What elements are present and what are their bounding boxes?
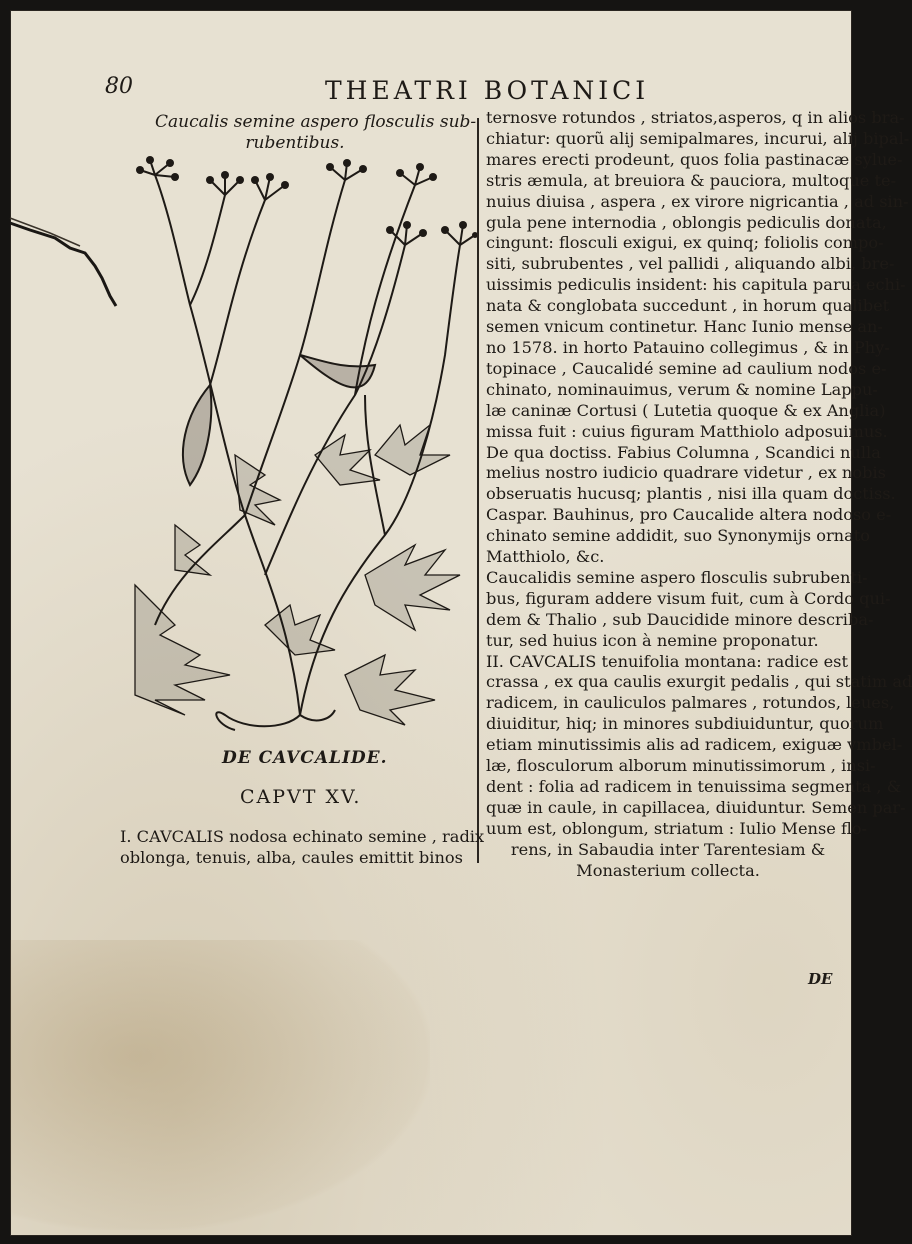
- text-line: semen vnicum continetur. Hanc Iunio mense an-: [486, 317, 883, 337]
- text-line: Caucalidis semine aspero flosculis subrubenti-: [486, 567, 868, 587]
- text-line: oblonga, tenuis, alba, caules emittit binos: [120, 847, 463, 867]
- text-line: topinace , Caucalidé semine ad caulium nodos e-: [486, 358, 887, 378]
- text-line: Monasterium collecta.: [576, 860, 760, 880]
- text-line: Matthiolo, &c.: [486, 547, 605, 567]
- text-line: uum est, oblongum, striatum : Iulio Mense flo-: [486, 818, 868, 838]
- catchword: DE: [808, 970, 833, 988]
- text-line: chinato, nominauimus, verum & nomine Lappu-: [486, 379, 878, 399]
- right-column-text: [486, 108, 912, 882]
- column-divider: [477, 118, 479, 863]
- figure-caption-line: rubentibus.: [245, 133, 345, 153]
- page-tear-mark: [10, 218, 120, 308]
- chapter-heading: CAPVT XV.: [240, 786, 362, 808]
- plant-woodcut-illustration: [115, 155, 475, 735]
- running-title: THEATRI BOTANICI: [325, 76, 650, 105]
- text-line: dem & Thalio , sub Daucidide minore describa-: [486, 609, 874, 629]
- text-line: obseruatis hucusq; plantis , nisi illa quam doctiss.: [486, 484, 896, 504]
- figure-caption-line: Caucalis semine aspero flosculis sub-: [155, 112, 477, 132]
- text-line: Caspar. Bauhinus, pro Caucalide altera nodoso e-: [486, 505, 892, 525]
- text-line: nata & conglobata succedunt , in horum qualibet: [486, 296, 890, 316]
- text-line: diuiditur, hiq; in minores subdiuiduntur, quorum: [486, 714, 884, 734]
- text-line: chinato semine addidit, suo Synonymijs ornato: [486, 526, 871, 546]
- text-line: etiam minutissimis alis ad radicem, exiguæ vmbel-: [486, 735, 903, 755]
- text-line: I. CAVCALIS nodosa echinato semine , radix: [120, 827, 485, 846]
- text-line: mares erecti prodeunt, quos folia pastinacæ sylue-: [486, 149, 903, 169]
- page-number: 80: [105, 74, 133, 99]
- text-line: dent : folia ad radicem in tenuissima segmenta , &: [486, 777, 902, 796]
- text-line: bus, figuram addere visum fuit, cum à Cordo qui-: [486, 588, 891, 608]
- text-line: siti, subrubentes , vel pallidi , aliquando albi, bre-: [486, 254, 895, 274]
- text-line: crassa , ex qua caulis exurgit pedalis , qui statim ad: [486, 672, 912, 692]
- text-line: ternosve rotundos , striatos,asperos, q in alios bra-: [486, 108, 905, 127]
- text-line: læ, flosculorum alborum minutissimorum , insi-: [486, 756, 876, 776]
- text-line: tur, sed huius icon à nemine proponatur.: [486, 630, 819, 650]
- text-line: stris æmula, at breuiora & pauciora, multoque te-: [486, 170, 897, 190]
- figure-caption: [155, 112, 477, 154]
- water-stain: [10, 940, 430, 1230]
- text-line: læ caninæ Cortusi ( Lutetia quoque & ex Anglia): [486, 400, 886, 420]
- text-line: uissimis pediculis insident: his capitula parua echi-: [486, 275, 906, 295]
- text-line: no 1578. in horto Patauino collegimus , & in Phy-: [486, 337, 890, 357]
- text-line: missa fuit : cuius figuram Matthiolo adposuimus.: [486, 421, 888, 441]
- text-line: II. CAVCALIS tenuifolia montana: radice est: [486, 651, 848, 671]
- text-line: quæ in caule, in capillacea, diuiduntur. Semen par-: [486, 797, 906, 817]
- text-line: nuius diuisa , aspera , ex virore nigricantia , ad sin-: [486, 191, 909, 211]
- text-line: rens, in Sabaudia inter Tarentesiam &: [510, 839, 826, 859]
- text-line: cingunt: flosculi exigui, ex quinq; foliolis compo-: [486, 233, 884, 253]
- text-line: De qua doctiss. Fabius Columna , Scandici nulla: [486, 442, 881, 462]
- text-line: radicem, in cauliculos palmares , rotundos, leues,: [486, 693, 895, 713]
- plate-title: DE CAVCALIDE.: [222, 748, 388, 768]
- left-column-text: [120, 827, 484, 869]
- text-line: melius nostro iudicio quadrare videtur , ex nobis: [486, 463, 886, 483]
- text-line: chiatur: quorũ alij semipalmares, incurui, alij bipal-: [486, 128, 910, 148]
- text-line: gula pene internodia , oblongis pediculis donata,: [486, 212, 887, 232]
